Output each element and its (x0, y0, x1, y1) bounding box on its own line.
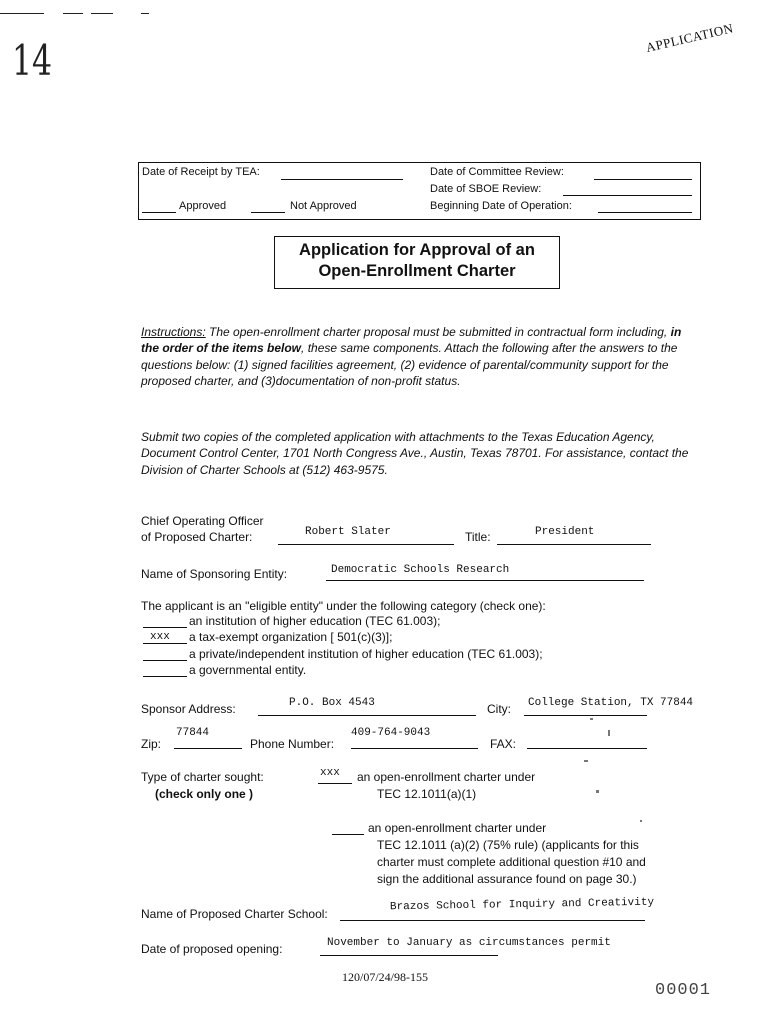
phone-label: Phone Number: (250, 737, 335, 751)
sboe-review-label: Date of SBOE Review: (430, 183, 542, 195)
phone-field[interactable] (351, 748, 478, 749)
phone-value: 409-764-9043 (351, 727, 431, 739)
coo-value: Robert Slater (305, 526, 391, 538)
charter-type-2-line-a: an open-enrollment charter under (368, 821, 547, 835)
committee-review-label: Date of Committee Review: (430, 166, 564, 178)
scan-mark (141, 13, 149, 14)
scan-speck (640, 820, 642, 822)
zip-label: Zip: (141, 737, 162, 751)
address-label: Sponsor Address: (141, 702, 236, 716)
scan-speck (608, 730, 610, 736)
coo-label-line-1: Chief Operating Officer (141, 514, 264, 528)
receipt-date-line (281, 179, 403, 180)
not-approved-label: Not Approved (290, 200, 357, 212)
eligible-option-2-mark: xxx (150, 631, 170, 643)
eligible-option-4-label: a governmental entity. (189, 663, 307, 677)
title-label: Title: (465, 530, 491, 544)
eligible-option-3-checkbox[interactable] (143, 660, 187, 661)
coo-label-line-2: of Proposed Charter: (141, 530, 253, 544)
address-value: P.O. Box 4543 (289, 697, 375, 709)
eligible-option-1-checkbox[interactable] (143, 627, 187, 628)
document-number-stamp: 00001 (655, 981, 712, 1000)
charter-type-2-line-c: charter must complete additional question #10 and (377, 855, 646, 869)
tea-receipt-box (138, 162, 701, 220)
eligible-option-1-label: an institution of higher education (TEC 61.003); (189, 614, 441, 628)
submit-paragraph: Submit two copies of the completed application with attachments to the Texas Education Agency, Document Control Center, 1701 North Congress Ave., Austin, Texas 78701. For assistance, contact the Division of Charter Schools at (512) 463-9575. (141, 430, 689, 477)
eligible-option-4-checkbox[interactable] (143, 676, 187, 677)
scan-speck (584, 760, 588, 762)
scan-speck (596, 790, 599, 793)
sponsor-name-label: Name of Sponsoring Entity: (141, 567, 288, 581)
charter-type-1-mark: xxx (320, 767, 340, 779)
opening-date-label: Date of proposed opening: (141, 942, 283, 956)
city-label: City: (487, 702, 511, 716)
beginning-date-label: Beginning Date of Operation: (430, 200, 572, 212)
sponsor-name-value: Democratic Schools Research (331, 564, 510, 576)
charter-type-2-checkbox[interactable] (332, 834, 364, 835)
zip-value: 77844 (176, 727, 210, 739)
opening-date-value: November to January as circumstances permit (327, 937, 611, 949)
form-title-line-1: Application for Approval of an (299, 241, 535, 259)
scan-mark (91, 13, 113, 14)
not-approved-blank (251, 212, 285, 213)
charter-type-note: (check only one ) (155, 787, 254, 801)
school-name-label: Name of Proposed Charter School: (141, 907, 328, 921)
eligible-option-2-checkbox[interactable] (143, 643, 187, 644)
approved-blank (142, 212, 176, 213)
eligible-entity-intro: The applicant is an "eligible entity" under the following category (check one): (141, 599, 546, 613)
city-value: College Station, TX 77844 (528, 697, 694, 709)
instructions-label: Instructions: (141, 325, 206, 339)
sponsor-name-field[interactable] (326, 580, 644, 581)
title-field[interactable] (497, 544, 651, 545)
scan-mark (0, 13, 44, 14)
committee-review-line (594, 179, 692, 180)
charter-type-2-line-d: sign the additional assurance found on page 30.) (377, 872, 637, 886)
fax-label: FAX: (490, 737, 517, 751)
coo-field[interactable] (278, 544, 454, 545)
opening-date-field[interactable] (320, 955, 498, 956)
approved-label: Approved (179, 200, 227, 212)
instructions-emphasis: in the order of the items below (141, 325, 682, 356)
scan-speck (590, 718, 593, 720)
beginning-date-line (598, 212, 692, 213)
instructions-text-cont: , these same components. Attach the following after the answers to the questions below: (1) signed facilities agreement, (2) evidence of parental/community support for the proposed charter, and (3)documentation of non-profit status. (141, 341, 678, 388)
instructions-text: The open-enrollment charter proposal must be submitted in contractual form including, (205, 325, 671, 339)
scan-mark (63, 13, 83, 14)
application-stamp: APPLICATION (644, 20, 735, 56)
form-title-line-2: Open-Enrollment Charter (318, 262, 516, 280)
form-title (274, 236, 560, 289)
eligible-option-3-label: a private/independent institution of higher education (TEC 61.003); (189, 647, 543, 661)
instructions-paragraph (141, 324, 701, 389)
fax-field[interactable] (527, 748, 647, 749)
city-field[interactable] (524, 715, 647, 716)
charter-type-1-line-b: TEC 12.1011(a)(1) (377, 787, 477, 801)
charter-type-1-line-a: an open-enrollment charter under (357, 770, 536, 784)
charter-type-1-checkbox[interactable] (318, 783, 352, 784)
handwritten-page-number: 14 (12, 36, 53, 85)
charter-type-label: Type of charter sought: (141, 770, 264, 784)
school-name-field[interactable] (340, 920, 645, 921)
title-value: President (535, 526, 595, 538)
zip-field[interactable] (174, 748, 242, 749)
receipt-date-label: Date of Receipt by TEA: (142, 166, 260, 178)
sboe-review-line (563, 195, 692, 196)
document-code: 120/07/24/98-155 (342, 970, 428, 984)
school-name-value: Brazos School for Inquiry and Creativity (389, 896, 655, 914)
eligible-option-2-label: a tax-exempt organization [ 501(c)(3)]; (189, 630, 393, 644)
address-field[interactable] (258, 715, 476, 716)
charter-type-2-line-b: TEC 12.1011 (a)(2) (75% rule) (applicants for this (377, 838, 639, 852)
